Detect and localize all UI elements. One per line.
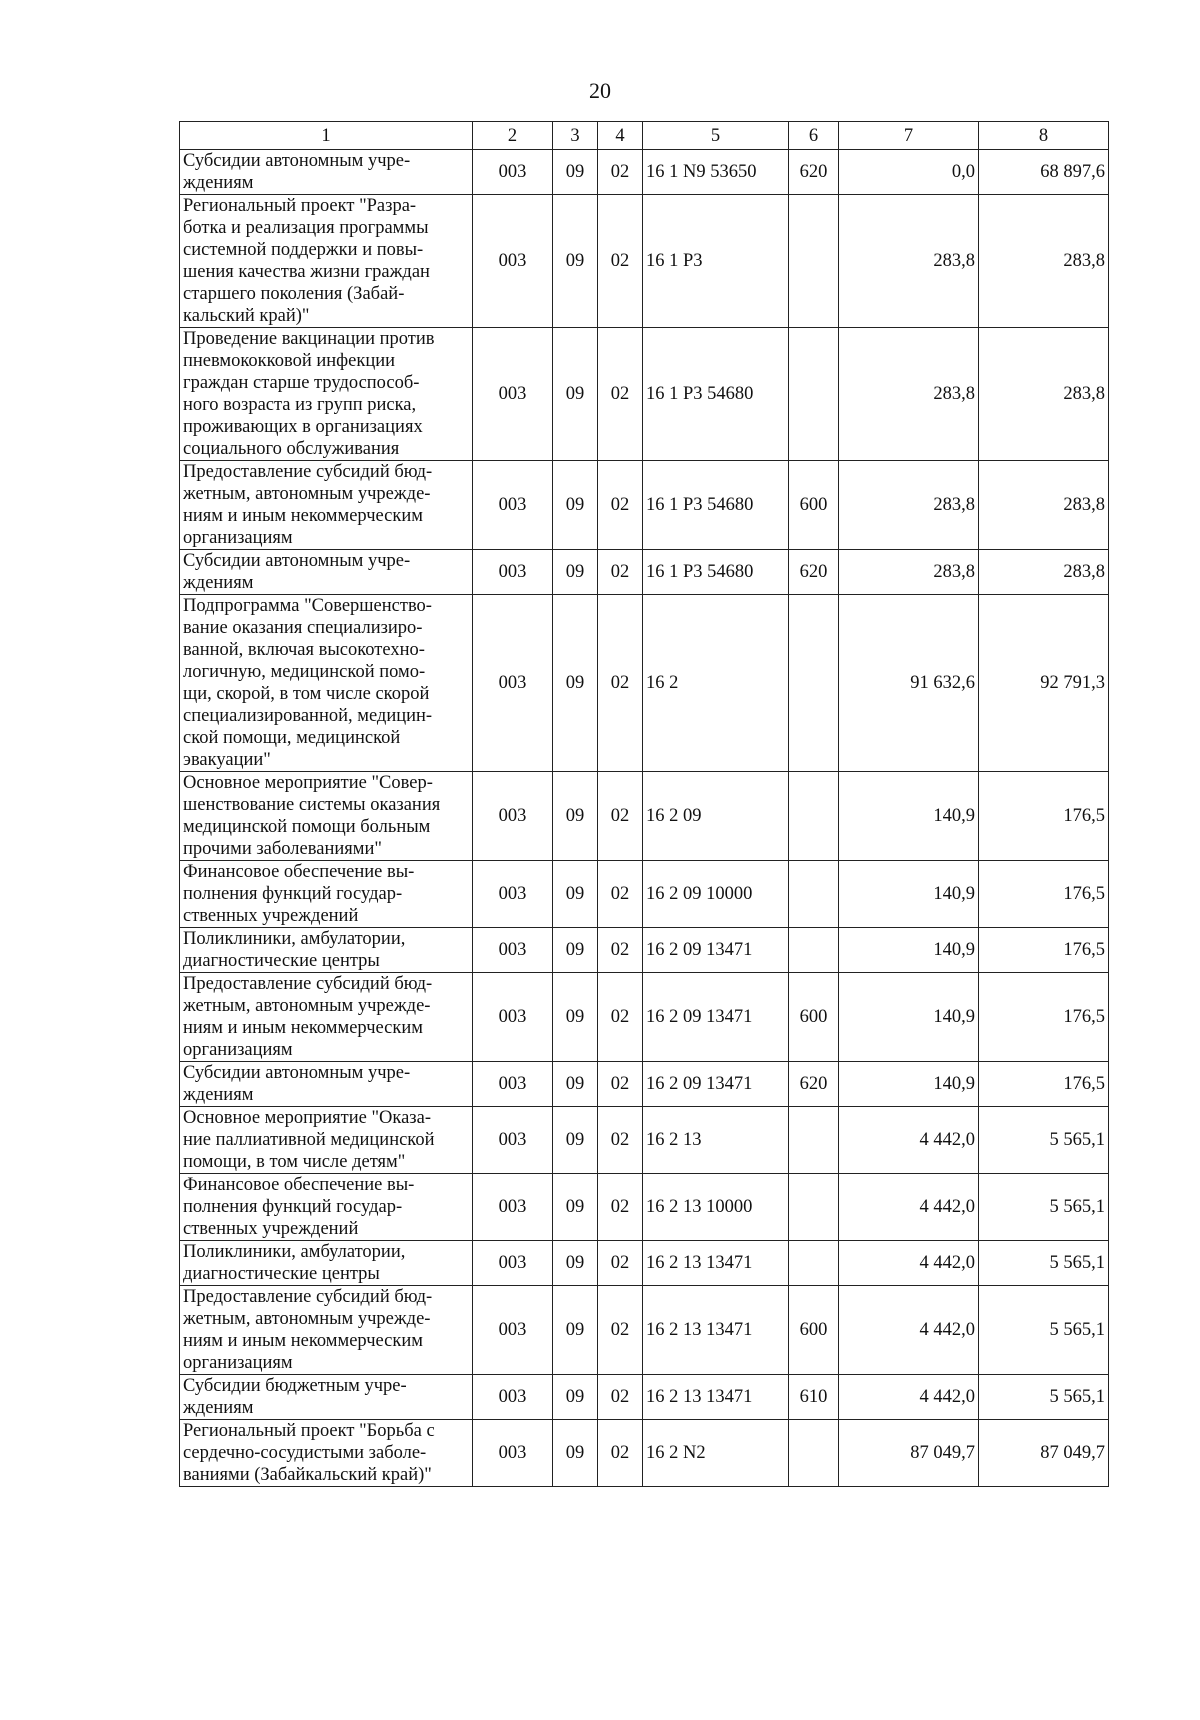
subsection-cell: 02 (598, 1174, 643, 1241)
section-cell: 09 (553, 328, 598, 461)
column-header-7: 7 (839, 122, 979, 150)
amount-col8-cell: 176,5 (979, 928, 1109, 973)
description-cell: Подпрограмма "Совершенство- вание оказания специализиро- ванной, включая высокотехно- логичную, медицинской помо- щи, скорой, в том числе скорой специализированной, медицин- ской помощи, медицинской эвакуации" (180, 595, 473, 772)
amount-col8-cell: 68 897,6 (979, 150, 1109, 195)
description-cell: Предоставление субсидий бюд- жетным, автономным учрежде- ниям и иным некоммерческим организациям (180, 461, 473, 550)
expense-type-cell: 600 (789, 1286, 839, 1375)
target-article-cell: 16 2 09 10000 (643, 861, 789, 928)
budget-table (179, 121, 1109, 1487)
expense-type-cell (789, 595, 839, 772)
table-body (180, 150, 1109, 1487)
target-article-cell: 16 2 13 (643, 1107, 789, 1174)
code-admin-cell: 003 (473, 928, 553, 973)
amount-col8-cell: 5 565,1 (979, 1375, 1109, 1420)
code-admin-cell: 003 (473, 1107, 553, 1174)
subsection-cell: 02 (598, 461, 643, 550)
amount-col7-cell: 4 442,0 (839, 1241, 979, 1286)
table-row (180, 1174, 1109, 1241)
section-cell: 09 (553, 1107, 598, 1174)
target-article-cell: 16 1 P3 54680 (643, 550, 789, 595)
target-article-cell: 16 1 P3 (643, 195, 789, 328)
subsection-cell: 02 (598, 861, 643, 928)
description-cell: Финансовое обеспечение вы- полнения функций государ- ственных учреждений (180, 861, 473, 928)
subsection-cell: 02 (598, 1107, 643, 1174)
subsection-cell: 02 (598, 1241, 643, 1286)
expense-type-cell (789, 1420, 839, 1487)
table-row (180, 928, 1109, 973)
page-number: 20 (589, 78, 611, 103)
table-row (180, 1107, 1109, 1174)
target-article-cell: 16 2 13 10000 (643, 1174, 789, 1241)
table-row (180, 595, 1109, 772)
section-cell: 09 (553, 1375, 598, 1420)
column-header-3: 3 (553, 122, 598, 150)
subsection-cell: 02 (598, 928, 643, 973)
description-cell: Субсидии автономным учре- ждениям (180, 1062, 473, 1107)
code-admin-cell: 003 (473, 1375, 553, 1420)
amount-col8-cell: 92 791,3 (979, 595, 1109, 772)
table-row (180, 550, 1109, 595)
expense-type-cell: 600 (789, 973, 839, 1062)
description-cell: Региональный проект "Разра- ботка и реализация программы системной поддержки и повы- шения качества жизни граждан старшего поколения (Забай- кальский край)" (180, 195, 473, 328)
code-admin-cell: 003 (473, 1286, 553, 1375)
subsection-cell: 02 (598, 150, 643, 195)
description-cell: Проведение вакцинации против пневмококковой инфекции граждан старше трудоспособ- ного возраста из групп риска, проживающих в организациях социального обслуживания (180, 328, 473, 461)
code-admin-cell: 003 (473, 328, 553, 461)
column-header-4: 4 (598, 122, 643, 150)
code-admin-cell: 003 (473, 861, 553, 928)
code-admin-cell: 003 (473, 973, 553, 1062)
target-article-cell: 16 2 09 (643, 772, 789, 861)
section-cell: 09 (553, 1062, 598, 1107)
amount-col7-cell: 91 632,6 (839, 595, 979, 772)
section-cell: 09 (553, 861, 598, 928)
code-admin-cell: 003 (473, 150, 553, 195)
subsection-cell: 02 (598, 195, 643, 328)
description-cell: Субсидии автономным учре- ждениям (180, 150, 473, 195)
code-admin-cell: 003 (473, 1241, 553, 1286)
code-admin-cell: 003 (473, 595, 553, 772)
column-header-2: 2 (473, 122, 553, 150)
column-header-6: 6 (789, 122, 839, 150)
amount-col7-cell: 4 442,0 (839, 1107, 979, 1174)
amount-col7-cell: 283,8 (839, 461, 979, 550)
expense-type-cell (789, 1107, 839, 1174)
amount-col8-cell: 5 565,1 (979, 1286, 1109, 1375)
table-row (180, 1420, 1109, 1487)
section-cell: 09 (553, 1286, 598, 1375)
subsection-cell: 02 (598, 973, 643, 1062)
table-row (180, 973, 1109, 1062)
amount-col7-cell: 4 442,0 (839, 1174, 979, 1241)
target-article-cell: 16 1 P3 54680 (643, 461, 789, 550)
expense-type-cell (789, 1174, 839, 1241)
amount-col8-cell: 283,8 (979, 461, 1109, 550)
section-cell: 09 (553, 928, 598, 973)
amount-col8-cell: 176,5 (979, 973, 1109, 1062)
subsection-cell: 02 (598, 1420, 643, 1487)
description-cell: Субсидии автономным учре- ждениям (180, 550, 473, 595)
table-row (180, 461, 1109, 550)
subsection-cell: 02 (598, 1286, 643, 1375)
target-article-cell: 16 2 13 13471 (643, 1241, 789, 1286)
expense-type-cell: 610 (789, 1375, 839, 1420)
expense-type-cell: 620 (789, 1062, 839, 1107)
code-admin-cell: 003 (473, 550, 553, 595)
section-cell: 09 (553, 550, 598, 595)
amount-col8-cell: 176,5 (979, 772, 1109, 861)
amount-col7-cell: 4 442,0 (839, 1286, 979, 1375)
expense-type-cell (789, 195, 839, 328)
code-admin-cell: 003 (473, 772, 553, 861)
table-row (180, 772, 1109, 861)
target-article-cell: 16 1 N9 53650 (643, 150, 789, 195)
table-row (180, 861, 1109, 928)
amount-col7-cell: 283,8 (839, 195, 979, 328)
target-article-cell: 16 2 N2 (643, 1420, 789, 1487)
amount-col7-cell: 140,9 (839, 1062, 979, 1107)
subsection-cell: 02 (598, 1375, 643, 1420)
section-cell: 09 (553, 772, 598, 861)
amount-col8-cell: 5 565,1 (979, 1241, 1109, 1286)
target-article-cell: 16 2 13 13471 (643, 1286, 789, 1375)
target-article-cell: 16 2 09 13471 (643, 973, 789, 1062)
amount-col7-cell: 283,8 (839, 550, 979, 595)
description-cell: Поликлиники, амбулатории, диагностические центры (180, 928, 473, 973)
section-cell: 09 (553, 1241, 598, 1286)
amount-col7-cell: 283,8 (839, 328, 979, 461)
expense-type-cell: 620 (789, 550, 839, 595)
target-article-cell: 16 1 P3 54680 (643, 328, 789, 461)
amount-col8-cell: 283,8 (979, 328, 1109, 461)
target-article-cell: 16 2 09 13471 (643, 1062, 789, 1107)
description-cell: Субсидии бюджетным учре- ждениям (180, 1375, 473, 1420)
description-cell: Предоставление субсидий бюд- жетным, автономным учрежде- ниям и иным некоммерческим организациям (180, 1286, 473, 1375)
table-row (180, 1062, 1109, 1107)
table-row (180, 195, 1109, 328)
expense-type-cell (789, 861, 839, 928)
amount-col7-cell: 140,9 (839, 973, 979, 1062)
section-cell: 09 (553, 195, 598, 328)
amount-col8-cell: 283,8 (979, 195, 1109, 328)
description-cell: Основное мероприятие "Совер- шенствование системы оказания медицинской помощи больным прочими заболеваниями" (180, 772, 473, 861)
amount-col8-cell: 176,5 (979, 1062, 1109, 1107)
code-admin-cell: 003 (473, 195, 553, 328)
section-cell: 09 (553, 461, 598, 550)
header-row (180, 122, 1109, 150)
amount-col8-cell: 176,5 (979, 861, 1109, 928)
section-cell: 09 (553, 973, 598, 1062)
description-cell: Основное мероприятие "Оказа- ние паллиативной медицинской помощи, в том числе детям" (180, 1107, 473, 1174)
amount-col8-cell: 87 049,7 (979, 1420, 1109, 1487)
amount-col8-cell: 283,8 (979, 550, 1109, 595)
code-admin-cell: 003 (473, 1174, 553, 1241)
subsection-cell: 02 (598, 595, 643, 772)
subsection-cell: 02 (598, 328, 643, 461)
description-cell: Поликлиники, амбулатории, диагностические центры (180, 1241, 473, 1286)
description-cell: Региональный проект "Борьба с сердечно-сосудистыми заболе- ваниями (Забайкальский край)" (180, 1420, 473, 1487)
subsection-cell: 02 (598, 1062, 643, 1107)
table-row (180, 1286, 1109, 1375)
expense-type-cell: 600 (789, 461, 839, 550)
description-cell: Финансовое обеспечение вы- полнения функций государ- ственных учреждений (180, 1174, 473, 1241)
amount-col7-cell: 140,9 (839, 861, 979, 928)
code-admin-cell: 003 (473, 1062, 553, 1107)
expense-type-cell (789, 772, 839, 861)
section-cell: 09 (553, 1420, 598, 1487)
table-row (180, 150, 1109, 195)
section-cell: 09 (553, 595, 598, 772)
expense-type-cell (789, 928, 839, 973)
target-article-cell: 16 2 (643, 595, 789, 772)
description-cell: Предоставление субсидий бюд- жетным, автономным учрежде- ниям и иным некоммерческим организациям (180, 973, 473, 1062)
table-row (180, 1241, 1109, 1286)
amount-col7-cell: 0,0 (839, 150, 979, 195)
table-row (180, 1375, 1109, 1420)
amount-col8-cell: 5 565,1 (979, 1107, 1109, 1174)
code-admin-cell: 003 (473, 461, 553, 550)
amount-col8-cell: 5 565,1 (979, 1174, 1109, 1241)
code-admin-cell: 003 (473, 1420, 553, 1487)
amount-col7-cell: 140,9 (839, 772, 979, 861)
column-header-5: 5 (643, 122, 789, 150)
expense-type-cell: 620 (789, 150, 839, 195)
amount-col7-cell: 87 049,7 (839, 1420, 979, 1487)
subsection-cell: 02 (598, 550, 643, 595)
target-article-cell: 16 2 13 13471 (643, 1375, 789, 1420)
column-header-8: 8 (979, 122, 1109, 150)
target-article-cell: 16 2 09 13471 (643, 928, 789, 973)
table-row (180, 328, 1109, 461)
expense-type-cell (789, 328, 839, 461)
subsection-cell: 02 (598, 772, 643, 861)
section-cell: 09 (553, 1174, 598, 1241)
amount-col7-cell: 4 442,0 (839, 1375, 979, 1420)
section-cell: 09 (553, 150, 598, 195)
expense-type-cell (789, 1241, 839, 1286)
amount-col7-cell: 140,9 (839, 928, 979, 973)
column-header-1: 1 (180, 122, 473, 150)
